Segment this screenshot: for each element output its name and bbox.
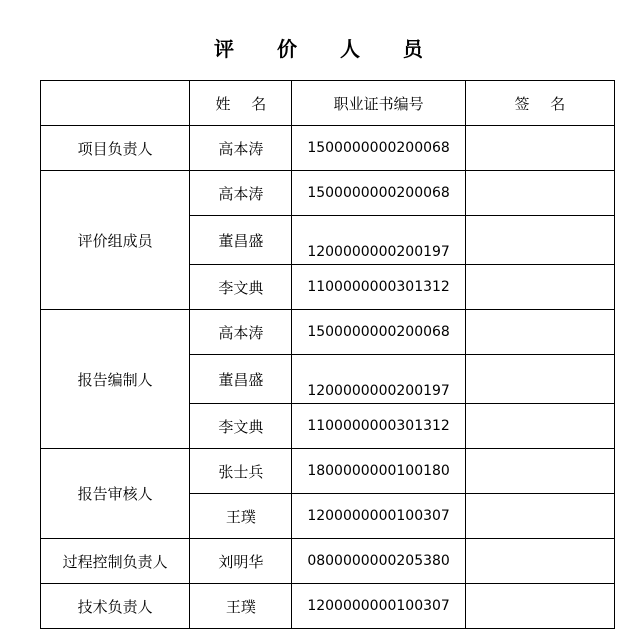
cert-cell: 1200000000100307 — [292, 584, 465, 629]
table-row — [41, 171, 615, 216]
cert-cell: 1500000000200068 — [292, 310, 465, 355]
name-cell: 高本涛 — [190, 126, 292, 171]
cert-cell: 1100000000301312 — [292, 265, 465, 310]
name-cell: 李文典 — [190, 265, 292, 310]
header-cert: 职业证书编号 — [292, 81, 465, 126]
header-name: 姓 名 — [190, 81, 292, 126]
name-cell: 刘明华 — [190, 539, 292, 584]
name-cell: 董昌盛 — [190, 216, 292, 265]
role-cell: 技术负责人 — [41, 584, 190, 629]
table-row — [41, 539, 615, 584]
staff-table — [40, 80, 615, 629]
name-cell: 王璞 — [190, 584, 292, 629]
name-cell: 李文典 — [190, 404, 292, 449]
signature-cell — [465, 355, 614, 404]
signature-cell — [465, 539, 614, 584]
name-cell: 王璞 — [190, 494, 292, 539]
cert-cell: 1500000000200068 — [292, 126, 465, 171]
signature-cell — [465, 494, 614, 539]
table-row — [41, 584, 615, 629]
cert-cell: 0800000000205380 — [292, 539, 465, 584]
signature-cell — [465, 310, 614, 355]
header-row — [41, 81, 615, 126]
signature-cell — [465, 404, 614, 449]
header-sign: 签 名 — [465, 81, 614, 126]
role-cell: 评价组成员 — [41, 171, 190, 310]
name-cell: 高本涛 — [190, 171, 292, 216]
name-cell: 高本涛 — [190, 310, 292, 355]
table-row — [41, 449, 615, 494]
table-row — [41, 310, 615, 355]
role-cell: 过程控制负责人 — [41, 539, 190, 584]
role-cell: 项目负责人 — [41, 126, 190, 171]
signature-cell — [465, 171, 614, 216]
cert-cell: 1200000000200197 — [292, 216, 465, 265]
signature-cell — [465, 584, 614, 629]
name-cell: 张士兵 — [190, 449, 292, 494]
cert-cell: 1500000000200068 — [292, 171, 465, 216]
role-cell: 报告审核人 — [41, 449, 190, 539]
signature-cell — [465, 449, 614, 494]
signature-cell — [465, 126, 614, 171]
cert-cell: 1100000000301312 — [292, 404, 465, 449]
name-cell: 董昌盛 — [190, 355, 292, 404]
header-role — [41, 81, 190, 126]
signature-cell — [465, 265, 614, 310]
cert-cell: 1200000000200197 — [292, 355, 465, 404]
signature-cell — [465, 216, 614, 265]
role-cell: 报告编制人 — [41, 310, 190, 449]
cert-cell: 1200000000100307 — [292, 494, 465, 539]
table-row — [41, 126, 615, 171]
cert-cell: 1800000000100180 — [292, 449, 465, 494]
page-title: 评 价 人 员 — [214, 37, 441, 61]
